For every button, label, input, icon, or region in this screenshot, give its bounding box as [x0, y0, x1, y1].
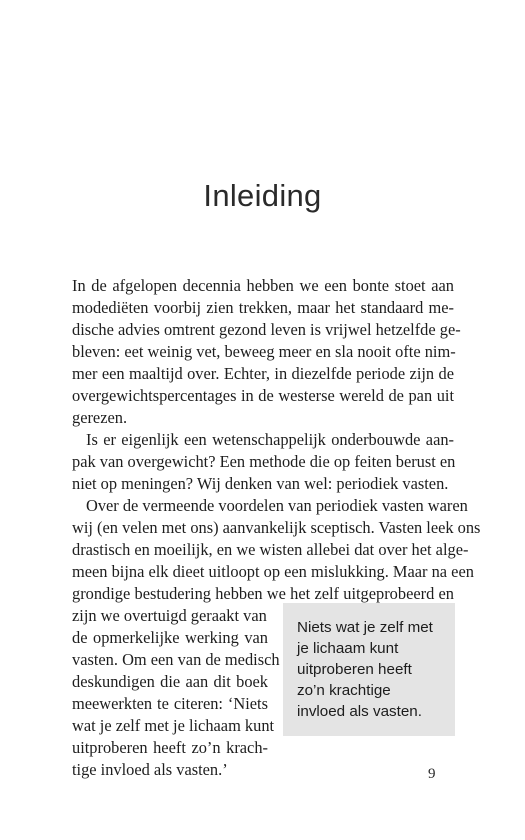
text-line: tige invloed als vasten.’	[72, 760, 228, 779]
text-line: deskundigen die aan dit boek	[72, 672, 268, 691]
text-line: mer een maaltijd over. Echter, in diezelfde periode zijn de	[72, 364, 454, 383]
text-line: modediëten voorbij zien trekken, maar het standaard me-	[72, 298, 454, 317]
text-line: Over de vermeende voordelen van periodiek vasten waren	[86, 496, 468, 515]
pull-quote-line: zo’n krachtige	[297, 682, 391, 699]
text-line: niet op meningen? Wij denken van wel: periodiek vasten.	[72, 474, 449, 493]
text-line: wat je zelf met je lichaam kunt	[72, 716, 275, 735]
text-line: dische advies omtrent gezond leven is vrijwel hetzelfde ge-	[72, 320, 461, 339]
text-line: zijn we overtuigd geraakt van	[72, 606, 267, 625]
text-line: meewerkten te citeren: ‘Niets	[72, 694, 268, 713]
text-line: Is er eigenlijk een wetenschappelijk onderbouwde aan-	[86, 430, 454, 449]
pull-quote-line: Niets wat je zelf met	[297, 619, 433, 636]
text-line: overgewichtspercentages in de westerse wereld de pan uit	[72, 386, 454, 405]
page-number: 9	[428, 766, 436, 782]
pull-quote-line: uitproberen heeft	[297, 661, 412, 678]
pull-quote-line: invloed als vasten.	[297, 703, 422, 720]
text-line: vasten. Om een van de medisch	[72, 650, 280, 669]
page-title: Inleiding	[203, 178, 322, 213]
text-line: de opmerkelijke werking van	[72, 628, 268, 647]
text-line: grondige bestudering hebben we het zelf uitgeprobeerd en	[72, 584, 454, 603]
text-line: In de afgelopen decennia hebben we een bonte stoet aan	[72, 276, 454, 295]
pull-quote-line: je lichaam kunt	[297, 640, 399, 657]
text-line: gerezen.	[72, 408, 128, 427]
text-line: wij (en velen met ons) aanvankelijk sceptisch. Vasten leek ons	[72, 518, 481, 537]
text-line: pak van overgewicht? Een methode die op feiten berust en	[72, 452, 456, 471]
pull-quote-box	[283, 603, 455, 736]
text-line: drastisch en moeilijk, en we wisten allebei dat over het alge-	[72, 540, 469, 559]
text-line: uitproberen heeft zo’n krach-	[72, 738, 268, 757]
text-line: meen bijna elk dieet uitloopt op een mislukking. Maar na een	[72, 562, 474, 581]
text-line: bleven: eet weinig vet, beweeg meer en sla nooit ofte nim-	[72, 342, 456, 361]
